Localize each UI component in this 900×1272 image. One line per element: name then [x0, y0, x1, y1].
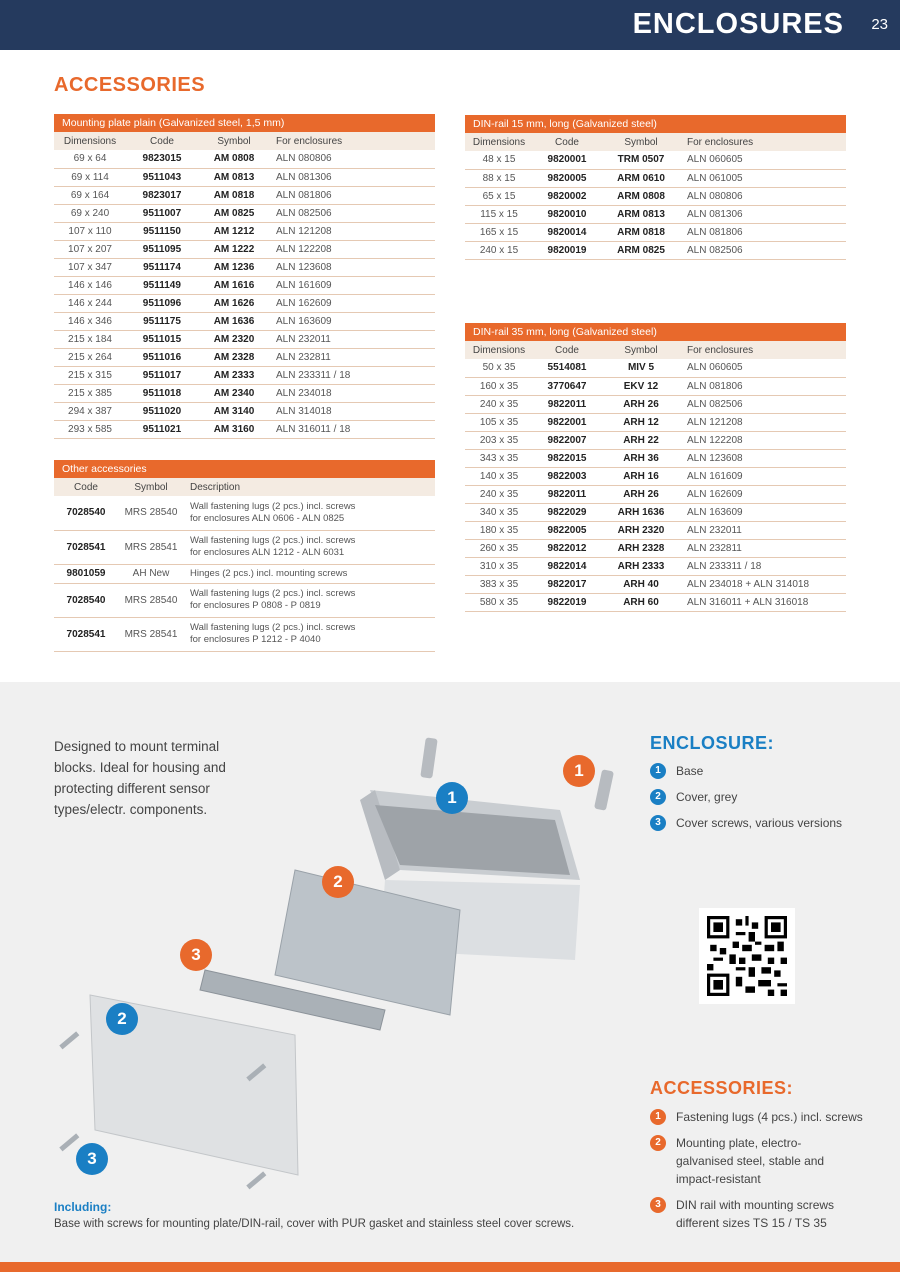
- cell-for-enclosures: ALN 081306: [270, 168, 435, 186]
- cell-for-enclosures: ALN 123608: [270, 258, 435, 276]
- list-item: [650, 814, 842, 832]
- cell-for-enclosures: ALN 082506: [681, 241, 846, 259]
- cell-dimensions: 215 x 264: [54, 348, 126, 366]
- table-row: [54, 583, 435, 617]
- cell-symbol: AM 1616: [198, 276, 270, 294]
- col-code: Code: [533, 133, 601, 151]
- cell-symbol: AM 0818: [198, 186, 270, 204]
- cell-for-enclosures: ALN 234018: [270, 384, 435, 402]
- table-row: [465, 187, 846, 205]
- cover-screw: [59, 1031, 79, 1049]
- table-row: [465, 593, 846, 611]
- number-badge: 2: [650, 789, 666, 805]
- cell-for-enclosures: ALN 232811: [270, 348, 435, 366]
- cell-symbol: AM 1222: [198, 240, 270, 258]
- description-line: for enclosures P 1212 - P 4040: [190, 634, 321, 645]
- number-badge: 3: [650, 1197, 666, 1213]
- col-code: Code: [54, 478, 118, 496]
- cell-for-enclosures: ALN 122208: [681, 431, 846, 449]
- list-item: [650, 762, 842, 780]
- cell-symbol: ARH 2333: [601, 557, 681, 575]
- description-line: Hinges (2 pcs.) incl. mounting screws: [190, 567, 348, 579]
- cell-description: [184, 530, 435, 564]
- page-title: ENCLOSURES: [632, 8, 844, 40]
- fastening-lug: [594, 769, 614, 811]
- table-row: [54, 530, 435, 564]
- table-row: [465, 431, 846, 449]
- cell-dimensions: 580 x 35: [465, 593, 533, 611]
- cell-dimensions: 293 x 585: [54, 420, 126, 438]
- col-code: Code: [533, 341, 601, 359]
- cell-code: 9511015: [126, 330, 198, 348]
- list-item-label: Base: [676, 764, 704, 778]
- cell-dimensions: 107 x 110: [54, 222, 126, 240]
- cell-dimensions: 260 x 35: [465, 539, 533, 557]
- intro-text: Designed to mount terminal blocks. Ideal for housing and protecting different sensor types/electr. components.: [54, 739, 226, 817]
- footer-stripe: [0, 1262, 900, 1272]
- cell-code: 9822005: [533, 521, 601, 539]
- cell-for-enclosures: ALN 122208: [270, 240, 435, 258]
- cell-symbol: MRS 28540: [118, 583, 184, 617]
- cell-symbol: AM 2320: [198, 330, 270, 348]
- cell-dimensions: 69 x 240: [54, 204, 126, 222]
- number-badge: 3: [650, 815, 666, 831]
- accessories-list: [650, 1108, 863, 1240]
- cell-description: [184, 496, 435, 530]
- table-row: [465, 223, 846, 241]
- cell-symbol: ARM 0818: [601, 223, 681, 241]
- table-row: [465, 359, 846, 377]
- cell-code: 9823015: [126, 150, 198, 168]
- cell-for-enclosures: ALN 234018 + ALN 314018: [681, 575, 846, 593]
- cell-dimensions: 65 x 15: [465, 187, 533, 205]
- cell-code: 9820014: [533, 223, 601, 241]
- cell-dimensions: 146 x 244: [54, 294, 126, 312]
- cell-dimensions: 69 x 114: [54, 168, 126, 186]
- cell-for-enclosures: ALN 061005: [681, 169, 846, 187]
- cell-for-enclosures: ALN 162609: [681, 485, 846, 503]
- col-description: Description: [184, 478, 435, 496]
- other-accessories-table: [54, 460, 435, 652]
- cell-for-enclosures: ALN 232811: [681, 539, 846, 557]
- col-symbol: Symbol: [198, 132, 270, 150]
- table-row: [54, 150, 435, 168]
- cell-for-enclosures: ALN 081806: [681, 223, 846, 241]
- cell-symbol: AM 1212: [198, 222, 270, 240]
- number-badge: 2: [650, 1135, 666, 1151]
- cell-symbol: MRS 28541: [118, 530, 184, 564]
- cell-dimensions: 107 x 347: [54, 258, 126, 276]
- table-row: [54, 366, 435, 384]
- table-row: [54, 222, 435, 240]
- list-item-label: Cover, grey: [676, 790, 738, 804]
- cell-symbol: ARH 12: [601, 413, 681, 431]
- description-line: Wall fastening lugs (2 pcs.) incl. screws: [190, 588, 356, 599]
- table-row: [54, 186, 435, 204]
- cell-for-enclosures: ALN 232011: [270, 330, 435, 348]
- cell-dimensions: 146 x 146: [54, 276, 126, 294]
- col-code: Code: [126, 132, 198, 150]
- cell-code: 9801059: [54, 564, 118, 583]
- cell-code: 9820002: [533, 187, 601, 205]
- col-symbol: Symbol: [601, 341, 681, 359]
- cell-code: 7028540: [54, 583, 118, 617]
- cell-code: 9822001: [533, 413, 601, 431]
- col-for-enclosures: For enclosures: [270, 132, 435, 150]
- cell-code: 9511021: [126, 420, 198, 438]
- cell-symbol: AM 1236: [198, 258, 270, 276]
- table-row: [54, 564, 435, 583]
- cell-for-enclosures: ALN 314018: [270, 402, 435, 420]
- cell-code: 9511096: [126, 294, 198, 312]
- cover-screw: [59, 1133, 79, 1151]
- section-title: ACCESSORIES: [54, 74, 206, 96]
- callout-fastening-lugs: 1: [563, 755, 595, 787]
- mounting-plate-table: [54, 114, 435, 439]
- table-row: [54, 617, 435, 651]
- description-line: Wall fastening lugs (2 pcs.) incl. screws: [190, 622, 356, 633]
- cell-code: 7028541: [54, 530, 118, 564]
- table-row: [465, 377, 846, 395]
- cell-code: 9822015: [533, 449, 601, 467]
- callout-din-rail: 3: [180, 939, 212, 971]
- cell-for-enclosures: ALN 233311 / 18: [270, 366, 435, 384]
- table-row: [54, 204, 435, 222]
- table-row: [465, 575, 846, 593]
- table-row: [54, 330, 435, 348]
- cell-dimensions: 115 x 15: [465, 205, 533, 223]
- cell-symbol: MRS 28540: [118, 496, 184, 530]
- cell-symbol: AM 2333: [198, 366, 270, 384]
- list-item-label: Cover screws, various versions: [676, 816, 843, 830]
- cell-dimensions: 88 x 15: [465, 169, 533, 187]
- cell-symbol: EKV 12: [601, 377, 681, 395]
- cell-symbol: ARH 36: [601, 449, 681, 467]
- cell-code: 9822019: [533, 593, 601, 611]
- cell-description: [184, 583, 435, 617]
- table-row: [465, 151, 846, 169]
- table-row: [54, 276, 435, 294]
- cell-dimensions: 240 x 15: [465, 241, 533, 259]
- description-line: for enclosures ALN 1212 - ALN 6031: [190, 547, 345, 558]
- col-symbol: Symbol: [601, 133, 681, 151]
- col-dimensions: Dimensions: [54, 132, 126, 150]
- cell-code: 9820001: [533, 151, 601, 169]
- cell-code: 9511017: [126, 366, 198, 384]
- including-text: Base with screws for mounting plate/DIN-rail, cover with PUR gasket and stainless steel cover screws.: [54, 1218, 575, 1230]
- cell-symbol: AM 0813: [198, 168, 270, 186]
- table-row: [465, 539, 846, 557]
- cell-code: 9822011: [533, 395, 601, 413]
- list-item: [650, 1108, 863, 1126]
- cell-code: 9511149: [126, 276, 198, 294]
- cell-code: 5514081: [533, 359, 601, 377]
- cell-dimensions: 294 x 387: [54, 402, 126, 420]
- cell-for-enclosures: ALN 081806: [270, 186, 435, 204]
- cell-dimensions: 69 x 164: [54, 186, 126, 204]
- cell-dimensions: 340 x 35: [465, 503, 533, 521]
- description-line: for enclosures ALN 0606 - ALN 0825: [190, 512, 345, 524]
- cell-symbol: AM 0825: [198, 204, 270, 222]
- cell-dimensions: 50 x 35: [465, 359, 533, 377]
- cell-dimensions: 107 x 207: [54, 240, 126, 258]
- enclosure-list: [650, 762, 842, 840]
- cell-description: [184, 564, 435, 583]
- table-row: [54, 384, 435, 402]
- callout-cover: 2: [106, 1003, 138, 1035]
- cell-symbol: ARM 0813: [601, 205, 681, 223]
- cell-symbol: ARH 1636: [601, 503, 681, 521]
- cell-code: 9820005: [533, 169, 601, 187]
- din-rail-15-caption: DIN-rail 15 mm, long (Galvanized steel): [465, 115, 846, 133]
- table-row: [465, 241, 846, 259]
- cell-for-enclosures: ALN 081806: [681, 377, 846, 395]
- description-line: Wall fastening lugs (2 pcs.) incl. screws: [190, 535, 356, 546]
- cell-for-enclosures: ALN 080806: [681, 187, 846, 205]
- table-row: [54, 294, 435, 312]
- description-line: Wall fastening lugs (2 pcs.) incl. screws: [190, 500, 356, 512]
- table-row: [465, 503, 846, 521]
- cell-dimensions: 240 x 35: [465, 395, 533, 413]
- col-for-enclosures: For enclosures: [681, 133, 846, 151]
- table-row: [54, 402, 435, 420]
- din-rail-35-table: [465, 323, 846, 612]
- number-badge: 1: [650, 1109, 666, 1125]
- cell-for-enclosures: ALN 080806: [270, 150, 435, 168]
- list-item: [650, 788, 842, 806]
- cell-code: 9511095: [126, 240, 198, 258]
- cell-symbol: TRM 0507: [601, 151, 681, 169]
- cell-code: 9511175: [126, 312, 198, 330]
- cell-code: 9822012: [533, 539, 601, 557]
- table-row: [54, 168, 435, 186]
- table-row: [465, 467, 846, 485]
- cell-symbol: AM 2328: [198, 348, 270, 366]
- cell-symbol: ARM 0610: [601, 169, 681, 187]
- cell-symbol: AH New: [118, 564, 184, 583]
- callout-cover-screws: 3: [76, 1143, 108, 1175]
- cell-symbol: AM 3160: [198, 420, 270, 438]
- cell-for-enclosures: ALN 163609: [270, 312, 435, 330]
- enclosure-heading: ENCLOSURE:: [650, 733, 775, 753]
- cell-dimensions: 165 x 15: [465, 223, 533, 241]
- cell-code: 9822014: [533, 557, 601, 575]
- cell-code: 9511007: [126, 204, 198, 222]
- col-dimensions: Dimensions: [465, 341, 533, 359]
- cell-symbol: MIV 5: [601, 359, 681, 377]
- cell-for-enclosures: ALN 316011 / 18: [270, 420, 435, 438]
- callout-mounting-plate: 2: [322, 866, 354, 898]
- cell-for-enclosures: ALN 060605: [681, 359, 846, 377]
- cell-code: 7028541: [54, 617, 118, 651]
- cell-for-enclosures: ALN 060605: [681, 151, 846, 169]
- enclosure-exploded-illustration: [40, 720, 640, 1200]
- cell-symbol: ARH 26: [601, 395, 681, 413]
- cell-for-enclosures: ALN 163609: [681, 503, 846, 521]
- cell-code: 9820010: [533, 205, 601, 223]
- cell-code: 9823017: [126, 186, 198, 204]
- cell-dimensions: 383 x 35: [465, 575, 533, 593]
- list-item: [650, 1134, 863, 1188]
- table-row: [54, 240, 435, 258]
- cell-symbol: ARM 0808: [601, 187, 681, 205]
- cell-dimensions: 160 x 35: [465, 377, 533, 395]
- cell-code: 9511150: [126, 222, 198, 240]
- col-symbol: Symbol: [118, 478, 184, 496]
- cell-symbol: AM 1636: [198, 312, 270, 330]
- cell-code: 9511043: [126, 168, 198, 186]
- cell-dimensions: 203 x 35: [465, 431, 533, 449]
- cell-symbol: ARH 22: [601, 431, 681, 449]
- table-row: [465, 395, 846, 413]
- cell-description: [184, 617, 435, 651]
- table-row: [465, 169, 846, 187]
- other-accessories-caption: Other accessories: [54, 460, 435, 478]
- cell-symbol: AM 3140: [198, 402, 270, 420]
- cell-for-enclosures: ALN 233311 / 18: [681, 557, 846, 575]
- cell-symbol: ARH 2328: [601, 539, 681, 557]
- cell-code: 9822029: [533, 503, 601, 521]
- cell-symbol: ARH 60: [601, 593, 681, 611]
- page-number: 23: [871, 16, 888, 33]
- number-badge: 1: [650, 763, 666, 779]
- cell-dimensions: 105 x 35: [465, 413, 533, 431]
- including-title: Including:: [54, 1200, 112, 1214]
- table-row: [465, 449, 846, 467]
- table-row: [54, 496, 435, 530]
- cell-dimensions: 69 x 64: [54, 150, 126, 168]
- list-item-label: Mounting plate, electro- galvanised steel, stable and impact-resistant: [676, 1136, 825, 1186]
- din-rail-35-caption: DIN-rail 35 mm, long (Galvanized steel): [465, 323, 846, 341]
- table-row: [54, 258, 435, 276]
- cell-code: 9511016: [126, 348, 198, 366]
- cell-for-enclosures: ALN 162609: [270, 294, 435, 312]
- cell-dimensions: 215 x 315: [54, 366, 126, 384]
- table-row: [465, 205, 846, 223]
- cell-for-enclosures: ALN 161609: [681, 467, 846, 485]
- din-rail-15-table: [465, 115, 846, 260]
- callout-base: 1: [436, 782, 468, 814]
- cell-symbol: AM 0808: [198, 150, 270, 168]
- cell-for-enclosures: ALN 232011: [681, 521, 846, 539]
- cell-dimensions: 343 x 35: [465, 449, 533, 467]
- cell-for-enclosures: ALN 082506: [681, 395, 846, 413]
- cover-screw: [246, 1171, 266, 1189]
- cell-code: 9511020: [126, 402, 198, 420]
- cell-code: 9822011: [533, 485, 601, 503]
- cell-code: 9822003: [533, 467, 601, 485]
- cell-dimensions: 310 x 35: [465, 557, 533, 575]
- cell-code: 7028540: [54, 496, 118, 530]
- cell-dimensions: 240 x 35: [465, 485, 533, 503]
- cell-code: 9511174: [126, 258, 198, 276]
- cell-dimensions: 215 x 385: [54, 384, 126, 402]
- cell-symbol: ARH 40: [601, 575, 681, 593]
- description-line: for enclosures P 0808 - P 0819: [190, 600, 321, 611]
- cell-for-enclosures: ALN 082506: [270, 204, 435, 222]
- table-row: [465, 521, 846, 539]
- cell-symbol: AM 2340: [198, 384, 270, 402]
- col-for-enclosures: For enclosures: [681, 341, 846, 359]
- cell-for-enclosures: ALN 316011 + ALN 316018: [681, 593, 846, 611]
- cell-dimensions: 140 x 35: [465, 467, 533, 485]
- table-row: [465, 557, 846, 575]
- cell-for-enclosures: ALN 121208: [681, 413, 846, 431]
- cell-for-enclosures: ALN 123608: [681, 449, 846, 467]
- cell-for-enclosures: ALN 121208: [270, 222, 435, 240]
- cell-for-enclosures: ALN 161609: [270, 276, 435, 294]
- col-dimensions: Dimensions: [465, 133, 533, 151]
- cell-symbol: AM 1626: [198, 294, 270, 312]
- cell-symbol: ARH 26: [601, 485, 681, 503]
- table-row: [54, 420, 435, 438]
- accessories-heading: ACCESSORIES:: [650, 1078, 794, 1098]
- fastening-lug: [420, 737, 437, 778]
- table-row: [465, 413, 846, 431]
- cell-symbol: ARM 0825: [601, 241, 681, 259]
- cell-dimensions: 215 x 184: [54, 330, 126, 348]
- table-row: [54, 348, 435, 366]
- cell-code: 9822007: [533, 431, 601, 449]
- cell-for-enclosures: ALN 081306: [681, 205, 846, 223]
- cell-dimensions: 48 x 15: [465, 151, 533, 169]
- cell-dimensions: 180 x 35: [465, 521, 533, 539]
- cell-symbol: MRS 28541: [118, 617, 184, 651]
- cell-code: 9511018: [126, 384, 198, 402]
- cell-code: 9822017: [533, 575, 601, 593]
- cell-dimensions: 146 x 346: [54, 312, 126, 330]
- table-row: [465, 485, 846, 503]
- cell-symbol: ARH 2320: [601, 521, 681, 539]
- table-row: [54, 312, 435, 330]
- list-item-label: DIN rail with mounting screws different sizes TS 15 / TS 35: [676, 1198, 835, 1230]
- cell-code: 3770647: [533, 377, 601, 395]
- cell-code: 9820019: [533, 241, 601, 259]
- list-item: [650, 1196, 863, 1232]
- cell-symbol: ARH 16: [601, 467, 681, 485]
- mounting-plate-caption: Mounting plate plain (Galvanized steel, 1,5 mm): [54, 114, 435, 132]
- qr-code-icon: [707, 916, 787, 996]
- list-item-label: Fastening lugs (4 pcs.) incl. screws: [676, 1110, 863, 1124]
- qr-code[interactable]: [699, 908, 795, 1004]
